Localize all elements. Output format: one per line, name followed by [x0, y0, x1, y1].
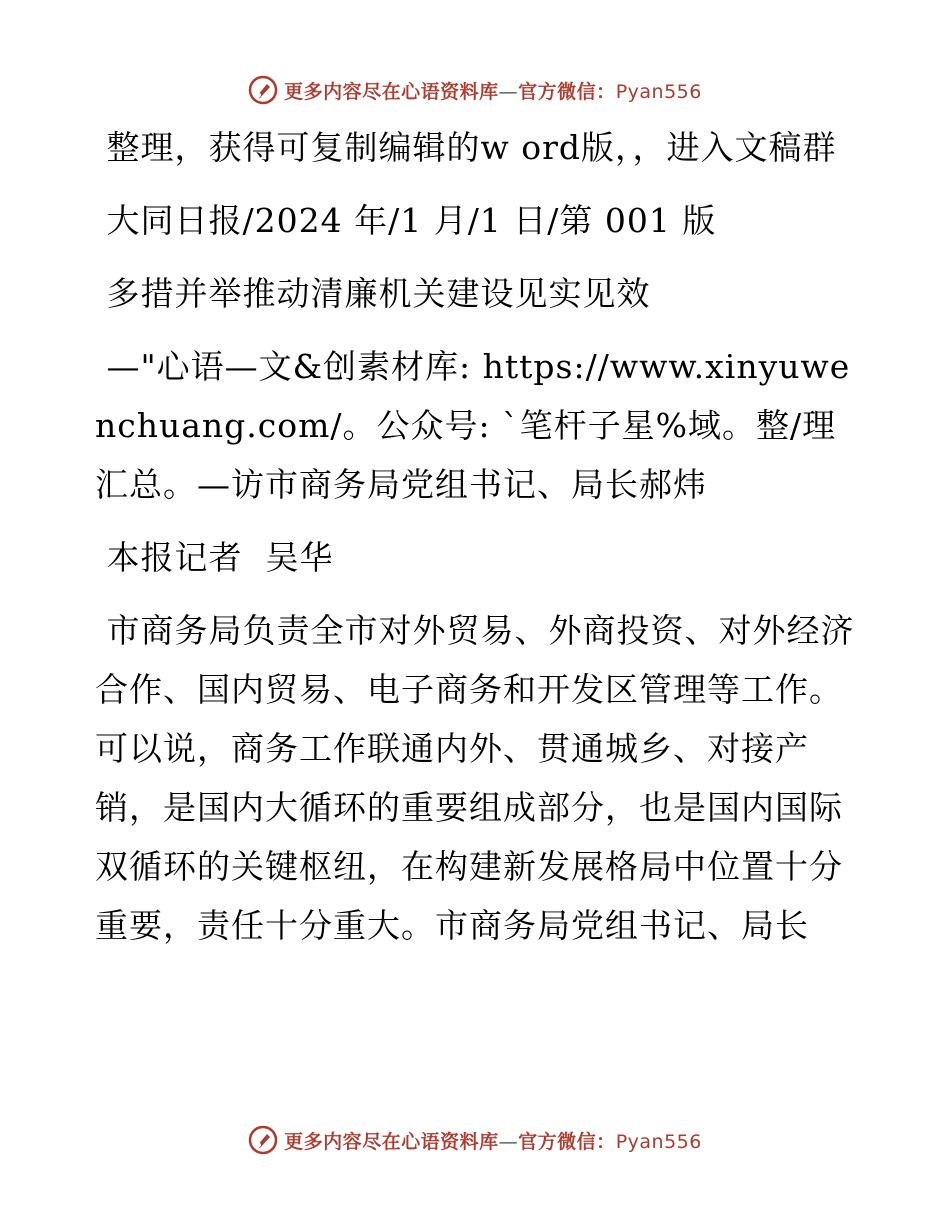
banner-prefix: 更多内容尽在心语资料库 — [284, 80, 499, 103]
intro-line: 整理，获得可复制编辑的w ord版，，进入文稿群 — [95, 128, 837, 167]
banner-separator: — — [498, 80, 519, 103]
banner-wechat-id: Pyan556 — [615, 80, 702, 103]
article-subheadline: —"心语—文&创素材库: https://www.xinyuwenchuang.com/。公众号: `笔杆子星%域。整/理汇总。—访市商务局党组书记、局长郝炜 — [95, 347, 851, 504]
banner-wechat-label: 官方微信： — [518, 1130, 616, 1153]
pen-nib-logo-icon — [248, 75, 278, 105]
reporter-byline: 本报记者 吴华 — [95, 538, 334, 577]
footer-banner-text — [284, 1127, 702, 1154]
article-headline: 多措并举推动清廉机关建设见实见效 — [95, 274, 651, 313]
banner-prefix: 更多内容尽在心语资料库 — [284, 1130, 499, 1153]
footer-watermark-banner — [0, 1120, 950, 1160]
header-watermark-banner — [0, 70, 950, 110]
banner-wechat-label: 官方微信： — [518, 80, 616, 103]
pen-nib-logo-icon — [248, 1125, 278, 1155]
banner-wechat-id: Pyan556 — [615, 1130, 702, 1153]
banner-separator: — — [498, 1130, 519, 1153]
dateline: 大同日报/2024 年/1 月/1 日/第 001 版 — [95, 201, 717, 240]
header-banner-text — [284, 77, 702, 104]
body-paragraph: 市商务局负责全市对外贸易、外商投资、对外经济合作、国内贸易、电子商务和开发区管理等工作。可以说，商务工作联通内外、贯通城乡、对接产销，是国内大循环的重要组成部分，也是国内国际双循环的关键枢纽，在构建新发展格局中位置十分重要，责任十分重大。市商务局党组书记、局长 — [95, 611, 855, 945]
document-body — [95, 118, 855, 955]
